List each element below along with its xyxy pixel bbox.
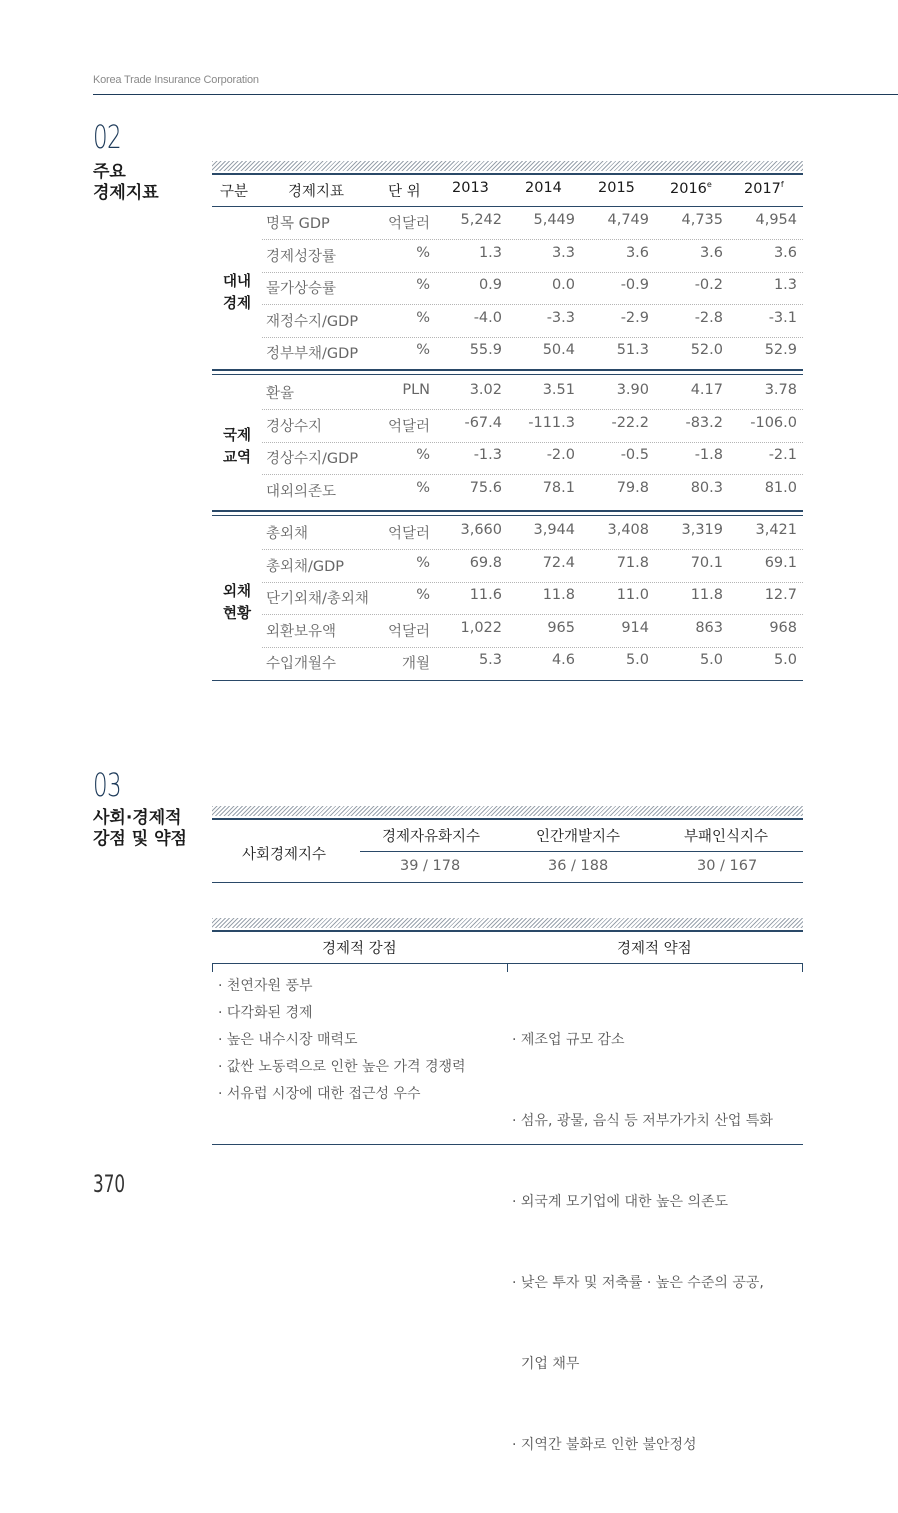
index-hatch-bar — [212, 806, 803, 816]
row-label: 수입개월수 — [266, 656, 337, 672]
index-bottom-rule — [212, 882, 803, 883]
header-group: 구분 — [220, 184, 249, 200]
row-value: 3.51 — [542, 382, 575, 398]
section-number: 02 — [93, 118, 121, 156]
row-value: 965 — [547, 619, 575, 636]
row-label: 재정수지/GDP — [266, 313, 359, 330]
row-separator — [262, 272, 803, 273]
row-unit: % — [416, 479, 430, 496]
row-value: 81.0 — [764, 479, 797, 496]
header-year-2013: 2013 — [452, 180, 489, 196]
row-value: 70.1 — [690, 554, 723, 571]
header-year-2016 — [670, 180, 712, 197]
weakness-item: · 지역간 불화로 인한 불안정성 — [512, 1437, 697, 1453]
strength-item: · 천연자원 풍부 — [218, 978, 313, 994]
row-unit: 개월 — [401, 656, 430, 672]
sw-tick — [212, 963, 213, 972]
row-value: 71.8 — [616, 554, 649, 571]
row-value: 5.0 — [773, 652, 797, 668]
section-title-line2: 경제지표 — [93, 183, 159, 203]
row-label: 정부부채/GDP — [266, 346, 359, 362]
group-label — [217, 425, 257, 469]
row-value: 4,735 — [681, 212, 723, 228]
row-unit: 억달러 — [387, 526, 430, 542]
row-value: 1,022 — [460, 619, 502, 636]
row-value: 11.0 — [616, 587, 649, 603]
row-value: 11.8 — [690, 587, 723, 603]
strength-item: · 서유럽 시장에 대한 접근성 우수 — [218, 1086, 421, 1102]
row-value: 1.3 — [478, 244, 502, 261]
strength-item: · 높은 내수시장 매력도 — [218, 1032, 358, 1048]
group-label-line1: 국제 — [222, 428, 251, 444]
row-label: 단기외채/총외채 — [266, 591, 369, 607]
row-value: 50.4 — [542, 342, 575, 358]
sw-top-rule — [212, 930, 803, 932]
row-value: 72.4 — [542, 554, 575, 571]
index-name-economic-freedom: 경제자유화지수 — [382, 829, 481, 845]
weakness-item: · 섬유, 광물, 음식 등 저부가가치 산업 특화 — [512, 1113, 773, 1129]
row-value: -22.2 — [611, 414, 649, 431]
row-separator — [262, 337, 803, 338]
table-hatch-bar — [212, 161, 803, 171]
row-unit: % — [416, 342, 430, 358]
row-value: -2.1 — [768, 447, 797, 463]
strength-item: · 다각화된 경제 — [218, 1005, 313, 1021]
table-top-rule — [212, 173, 803, 175]
row-label: 외환보유액 — [266, 623, 337, 640]
weakness-item: · 외국계 모기업에 대한 높은 의존도 — [512, 1194, 729, 1210]
group-label-line1: 외채 — [222, 584, 251, 601]
row-value: 5.0 — [625, 652, 649, 668]
group-label — [217, 271, 257, 315]
row-value: 5,449 — [533, 212, 575, 228]
table-bottom-rule — [212, 680, 803, 681]
row-value: 3,319 — [681, 522, 723, 538]
row-value: -111.3 — [528, 414, 575, 431]
strengths-list — [218, 973, 466, 1108]
row-value: 3.6 — [773, 244, 797, 261]
row-value: -1.3 — [473, 447, 502, 463]
group-label — [217, 581, 257, 625]
row-label: 경상수지/GDP — [266, 451, 359, 467]
index-value-corruption-perception: 30 / 167 — [697, 858, 758, 874]
header-year-2014: 2014 — [525, 180, 562, 196]
row-label: 대외의존도 — [266, 483, 337, 500]
index-mid-rule — [360, 851, 803, 852]
index-name-corruption-perception: 부패인식지수 — [684, 829, 769, 845]
section-title-line1: 사회·경제적 — [93, 808, 182, 828]
year-2016-sup: e — [706, 180, 712, 189]
row-value: -0.5 — [620, 447, 649, 463]
section-number: 03 — [93, 766, 121, 804]
section-title — [93, 162, 159, 204]
row-label: 경상수지 — [266, 418, 323, 435]
row-value: 69.8 — [469, 554, 502, 571]
index-value-economic-freedom: 39 / 178 — [400, 858, 461, 874]
group-label-line2: 현황 — [222, 606, 251, 623]
row-unit: 억달러 — [387, 623, 430, 640]
sw-bottom-rule — [212, 1144, 803, 1145]
row-value: -106.0 — [750, 414, 797, 431]
row-unit: % — [416, 277, 430, 293]
weakness-item: · 낮은 투자 및 저축률 · 높은 수준의 공공, — [512, 1275, 764, 1291]
row-value: 75.6 — [469, 479, 502, 496]
row-value: -0.9 — [620, 277, 649, 293]
row-value: 80.3 — [690, 479, 723, 496]
row-separator — [262, 409, 803, 410]
row-value: 3.3 — [551, 244, 575, 261]
row-value: 5.0 — [699, 652, 723, 668]
row-unit: % — [416, 244, 430, 261]
index-top-rule — [212, 818, 803, 820]
row-label: 명목 GDP — [266, 216, 330, 232]
row-unit: % — [416, 309, 430, 326]
group-label-line2: 경제 — [222, 296, 251, 313]
year-2016-text: 2016 — [670, 180, 707, 197]
group-divider — [212, 374, 803, 375]
sw-hatch-bar — [212, 918, 803, 928]
row-separator — [262, 582, 803, 583]
row-separator — [262, 647, 803, 648]
row-unit: % — [416, 447, 430, 463]
group-label-line2: 교역 — [222, 450, 251, 466]
row-value: 11.6 — [469, 587, 502, 603]
weaknesses-title: 경제적 약점 — [617, 941, 692, 957]
row-separator — [262, 239, 803, 240]
row-value: -2.9 — [620, 309, 649, 326]
row-separator — [262, 304, 803, 305]
weakness-item: 기업 채무 — [512, 1356, 580, 1372]
row-value: 78.1 — [542, 479, 575, 496]
index-value-human-development: 36 / 188 — [548, 858, 609, 874]
row-separator — [262, 614, 803, 615]
row-unit: 억달러 — [387, 418, 430, 435]
row-value: 3.6 — [625, 244, 649, 261]
section-title-line2: 강점 및 약점 — [93, 829, 187, 849]
row-label: 환율 — [266, 386, 295, 402]
row-value: 4.6 — [551, 652, 575, 668]
header-indicator: 경제지표 — [288, 184, 345, 200]
strength-item: · 값싼 노동력으로 인한 높은 가격 경쟁력 — [218, 1059, 466, 1075]
header-bottom-rule — [212, 206, 803, 207]
page-number: 370 — [93, 1170, 126, 1198]
group-divider — [212, 510, 803, 512]
row-separator — [262, 442, 803, 443]
row-unit: PLN — [402, 382, 430, 398]
index-name-human-development: 인간개발지수 — [536, 829, 621, 845]
row-value: -4.0 — [473, 309, 502, 326]
row-value: 69.1 — [764, 554, 797, 571]
header-unit: 단 위 — [388, 184, 421, 200]
year-2017-text: 2017 — [744, 180, 781, 197]
row-value: 914 — [621, 619, 649, 636]
row-value: -2.0 — [546, 447, 575, 463]
row-value: 0.0 — [551, 277, 575, 293]
row-value: 3,660 — [460, 522, 502, 538]
row-value: 3,421 — [755, 522, 797, 538]
row-value: 3,944 — [533, 522, 575, 538]
row-value: -3.3 — [546, 309, 575, 326]
row-value: 55.9 — [469, 342, 502, 358]
row-value: 51.3 — [616, 342, 649, 358]
group-divider — [212, 369, 803, 371]
row-value: 3,408 — [607, 522, 649, 538]
row-value: 0.9 — [478, 277, 502, 293]
sw-tick — [507, 963, 508, 972]
row-value: 968 — [769, 619, 797, 636]
header-year-2015: 2015 — [598, 180, 635, 196]
row-value: -83.2 — [685, 414, 723, 431]
row-value: 3.78 — [764, 382, 797, 398]
row-value: 79.8 — [616, 479, 649, 496]
row-value: 3.02 — [469, 382, 502, 398]
row-value: -3.1 — [768, 309, 797, 326]
group-divider — [212, 515, 803, 516]
row-value: 5.3 — [478, 652, 502, 668]
header-text: Korea Trade Insurance Corporation — [93, 74, 259, 86]
row-label: 물가상승률 — [266, 281, 337, 297]
header-year-2017 — [744, 180, 784, 197]
row-value: 3.6 — [699, 244, 723, 261]
row-unit: % — [416, 587, 430, 603]
row-value: 3.90 — [616, 382, 649, 398]
row-value: 863 — [695, 619, 723, 636]
strengths-title: 경제적 강점 — [322, 941, 397, 957]
sw-tick — [802, 963, 803, 972]
row-value: 11.8 — [542, 587, 575, 603]
section-title-line1: 주요 — [93, 162, 126, 182]
row-separator — [262, 474, 803, 475]
row-value: 4.17 — [690, 382, 723, 398]
row-value: 12.7 — [764, 587, 797, 603]
row-label: 총외채 — [266, 526, 309, 542]
row-value: -0.2 — [694, 277, 723, 293]
group-label-line1: 대내 — [222, 274, 251, 291]
row-separator — [262, 549, 803, 550]
row-label: 경제성장률 — [266, 248, 337, 265]
row-value: -1.8 — [694, 447, 723, 463]
row-value: -2.8 — [694, 309, 723, 326]
weakness-item: · 제조업 규모 감소 — [512, 1032, 625, 1048]
row-value: -67.4 — [464, 414, 502, 431]
row-value: 4,954 — [755, 212, 797, 228]
row-value: 1.3 — [773, 277, 797, 293]
header-rule — [93, 94, 898, 95]
index-label: 사회경제지수 — [242, 847, 327, 863]
row-value: 52.9 — [764, 342, 797, 358]
weaknesses-list — [512, 973, 773, 1513]
row-unit: % — [416, 554, 430, 571]
row-value: 52.0 — [690, 342, 723, 358]
row-label: 총외채/GDP — [266, 558, 345, 575]
row-value: 4,749 — [607, 212, 649, 228]
section-title — [93, 808, 187, 850]
year-2017-sup: f — [780, 180, 784, 189]
row-unit: 억달러 — [387, 216, 430, 232]
row-value: 5,242 — [460, 212, 502, 228]
